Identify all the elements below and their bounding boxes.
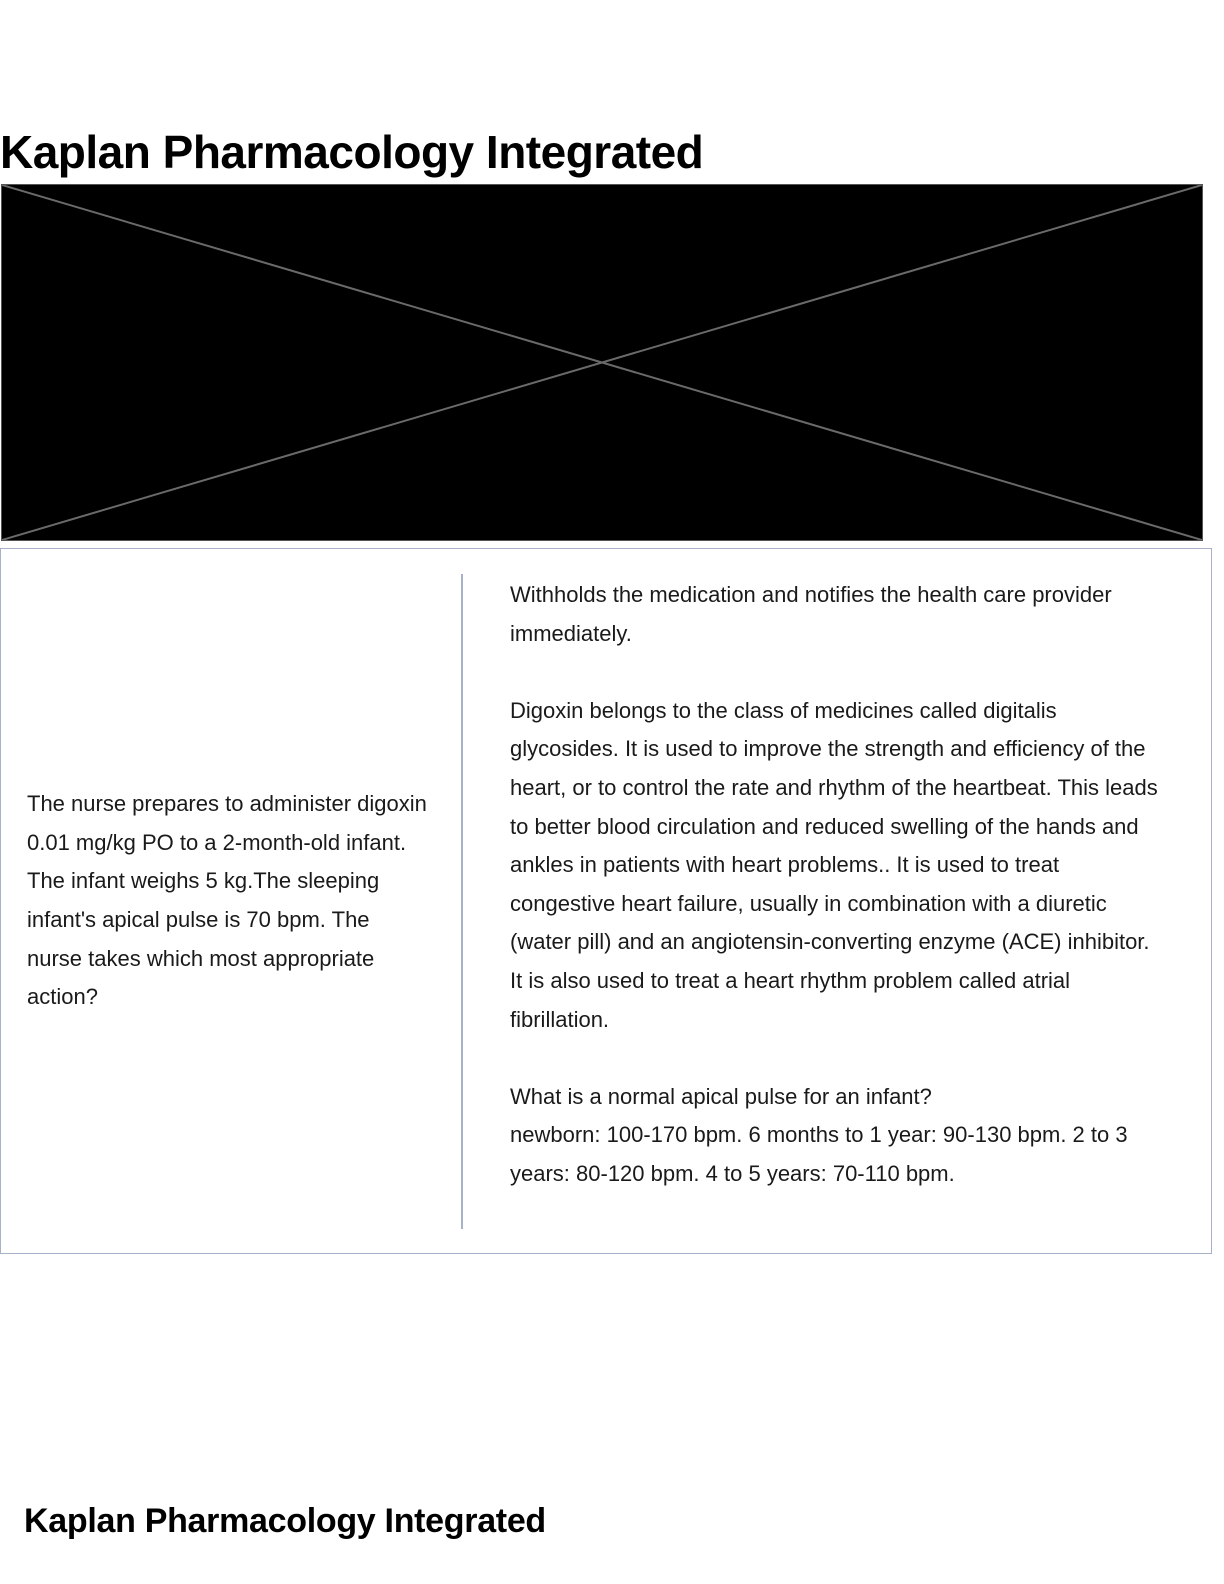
flashcard-divider [461,574,463,1229]
normal-pulse-question: What is a normal apical pulse for an infant? [510,1083,932,1109]
broken-image-placeholder-icon [2,185,1202,540]
flashcard-question: The nurse prepares to administer digoxin 0.01 mg/kg PO to a 2-month-old infant. The infant weighs 5 kg.The sleeping infant's apical pulse is 70 bpm. The nurse takes which most appropriate action? [27,791,427,1010]
broken-image-placeholder [1,184,1203,541]
paragraph-spacer [510,1039,1160,1078]
flashcard-question-panel [27,549,427,1253]
normal-pulse-ranges: newborn: 100-170 bpm. 6 months to 1 year: 90-130 bpm. 2 to 3 years: 80-120 bpm. 4 to 5 years: 70-110 bpm. [510,1122,1128,1186]
answer-action: Withholds the medication and notifies the health care provider immediately. [510,582,1112,646]
page-title: Kaplan Pharmacology Integrated [0,126,704,178]
flashcard-answer-panel [510,576,1160,1194]
paragraph-spacer [510,653,1160,692]
flashcard [0,548,1212,1254]
footer-title: Kaplan Pharmacology Integrated [24,1502,546,1540]
answer-explanation: Digoxin belongs to the class of medicines called digitalis glycosides. It is used to improve the strength and efficiency of the heart, or to control the rate and rhythm of the heartbeat. This leads to better blood circulation and reduced swelling of the hands and ankles in patients with heart problems.. It is used to treat congestive heart failure, usually in combination with a diuretic (water pill) and an angiotensin-converting enzyme (ACE) inhibitor. It is also used to treat a heart rhythm problem called atrial fibrillation. [510,697,1158,1032]
